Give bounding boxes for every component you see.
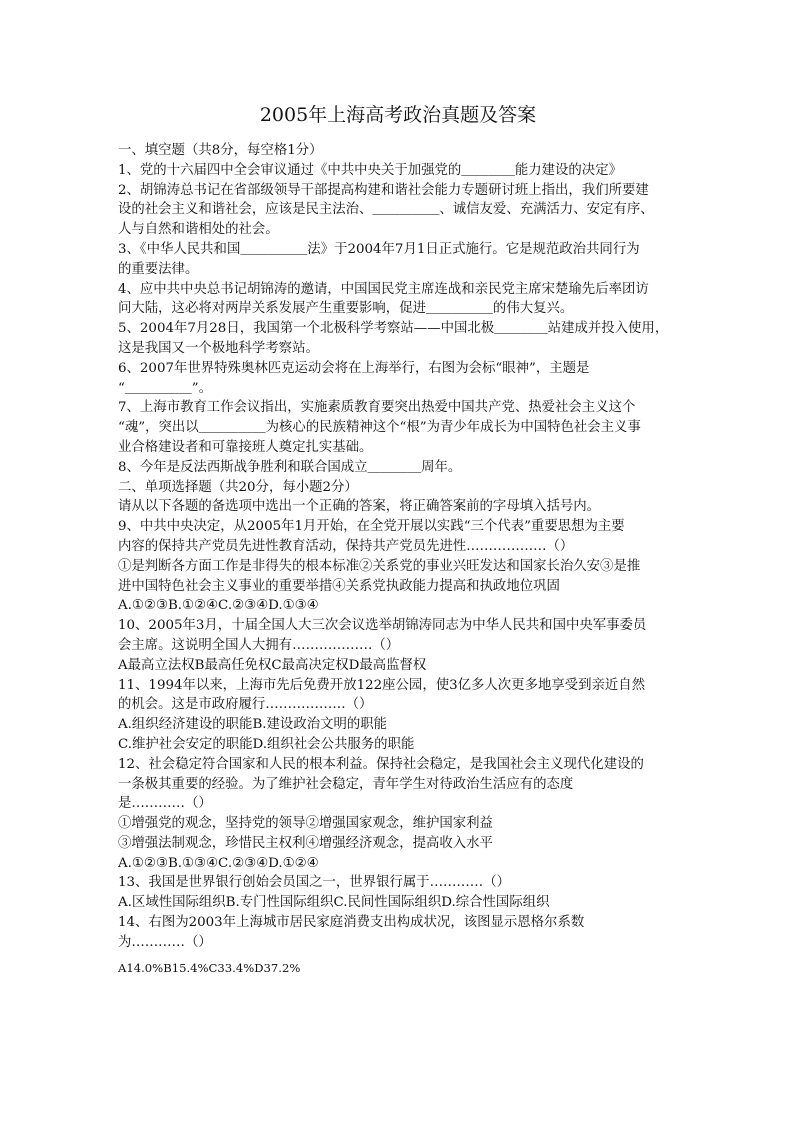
text-line: 6、2007年世界特殊奥林匹克运动会将在上海举行，右图为会标“眼神”，主题是 (118, 360, 590, 376)
text-line: 为…………（） (118, 934, 212, 950)
text-line: 一条极其重要的经验。为了维护社会稳定，青年学生对待政治生活应有的态度 (118, 776, 574, 792)
text-line: 业合格建设者和可靠接班人奠定扎实基础。 (118, 439, 373, 455)
text-line: ③增强法制观念，珍惜民主权利④增强经济观念，提高收入水平 (118, 835, 493, 851)
text-line: 13、我国是世界银行创始会员国之一，世界银行属于…………（） (118, 875, 510, 891)
text-line: 9、中共中央决定，从2005年1月开始，在全党开展以实践“三个代表”重要思想为主要 (118, 519, 625, 535)
text-line: “魂”，突出以＿＿＿＿＿为核心的民族精神这个“根”为青少年成长为中国特色社会主义事 (118, 420, 641, 436)
text-line: 问大陆，这必将对两岸关系发展产生重要影响，促进＿＿＿＿＿的伟大复兴。 (118, 301, 574, 317)
text-line: 的机会。这是市政府履行………………（） (118, 697, 373, 713)
document-body (118, 141, 678, 978)
document-page (118, 100, 678, 978)
text-line: 设的社会主义和谐社会，应该是民主法治、＿＿＿＿＿、诚信友爱、充满活力、安定有序、 (118, 202, 654, 218)
text-line: 11、1994年以来，上海市先后免费开放122座公园，使3亿多人次更多地享受到亲近自然 (118, 677, 646, 693)
document-title: 2005年上海高考政治真题及答案 (259, 104, 537, 126)
text-line: C.维护社会安定的职能D.组织社会公共服务的职能 (118, 736, 415, 752)
text-line: “＿＿＿＿＿”。 (118, 380, 213, 396)
text-line: 5、2004年7月28日，我国第一个北极科学考察站——中国北极＿＿＿＿站建成并投入使用， (118, 321, 669, 337)
text-line: A最高立法权B最高任免权C最高决定权D最高监督权 (118, 657, 427, 673)
text-line: ①增强党的观念，坚持党的领导②增强国家观念，维护国家利益 (118, 816, 493, 832)
text-line: ①是判断各方面工作是非得失的根本标准②关系党的事业兴旺发达和国家长治久安③是推 (118, 558, 641, 574)
text-line: 7、上海市教育工作会议指出，实施素质教育要突出热爱中国共产党、热爱社会主义这个 (118, 400, 636, 416)
text-line: 4、应中共中央总书记胡锦涛的邀请，中国国民党主席连战和亲民党主席宋楚瑜先后率团访 (118, 281, 649, 297)
text-line: 是…………（） (118, 796, 212, 812)
text-line: 的重要法律。 (118, 261, 199, 277)
text-line: 3、《中华人民共和国＿＿＿＿＿法》于2004年7月1日正式施行。它是规范政治共同行为 (118, 241, 640, 257)
text-line: 进中国特色社会主义事业的重要举措④关系党执政能力提高和执政地位巩固 (118, 578, 560, 594)
text-line: 1、党的十六届四中全会审议通过《中共中央关于加强党的＿＿＿＿能力建设的决定》 (118, 162, 622, 178)
text-line: 请从以下各题的备选项中选出一个正确的答案，将正确答案前的字母填入括号内。 (118, 499, 601, 515)
text-line: 这是我国又一个极地科学考察站。 (118, 340, 319, 356)
text-line: A.区域性国际组织B.专门性国际组织C.民间性国际组织D.综合性国际组织 (118, 895, 550, 911)
text-line: 12、社会稳定符合国家和人民的根本利益。保持社会稳定，是我国社会主义现代化建设的 (118, 756, 644, 772)
text-line: 一、填空题（共8分，每空格1分） (118, 143, 323, 158)
text-line: 会主席。这说明全国人大拥有………………（） (118, 637, 400, 653)
text-line: 10、2005年3月，十届全国人大三次会议选举胡锦涛同志为中华人民共和国中央军事委员 (118, 618, 647, 634)
text-line: A.组织经济建设的职能B.建设政治文明的职能 (118, 717, 388, 733)
text-line: A14.0%B15.4%C33.4%D37.2% (118, 960, 301, 975)
text-line: 8、今年是反法西斯战争胜利和联合国成立＿＿＿＿周年。 (118, 459, 462, 475)
text-line: 内容的保持共产党员先进性教育活动，保持共产党员先进性………………（） (118, 538, 574, 554)
text-line: A.①②③B.①②④C.②③④D.①③④ (118, 598, 319, 614)
text-line: 2、胡锦涛总书记在省部级领导干部提高构建和谐社会能力专题研讨班上指出，我们所要建 (118, 182, 649, 198)
text-line: 人与自然和谐相处的社会。 (118, 222, 279, 238)
text-line: 14、右图为2003年上海城市居民家庭消费支出构成状况，该图显示恩格尔系数 (118, 915, 585, 931)
text-line: 二、单项选择题（共20分，每小题2分） (118, 479, 358, 495)
text-line: A.①②③B.①③④C.②③④D.①②④ (118, 855, 319, 871)
